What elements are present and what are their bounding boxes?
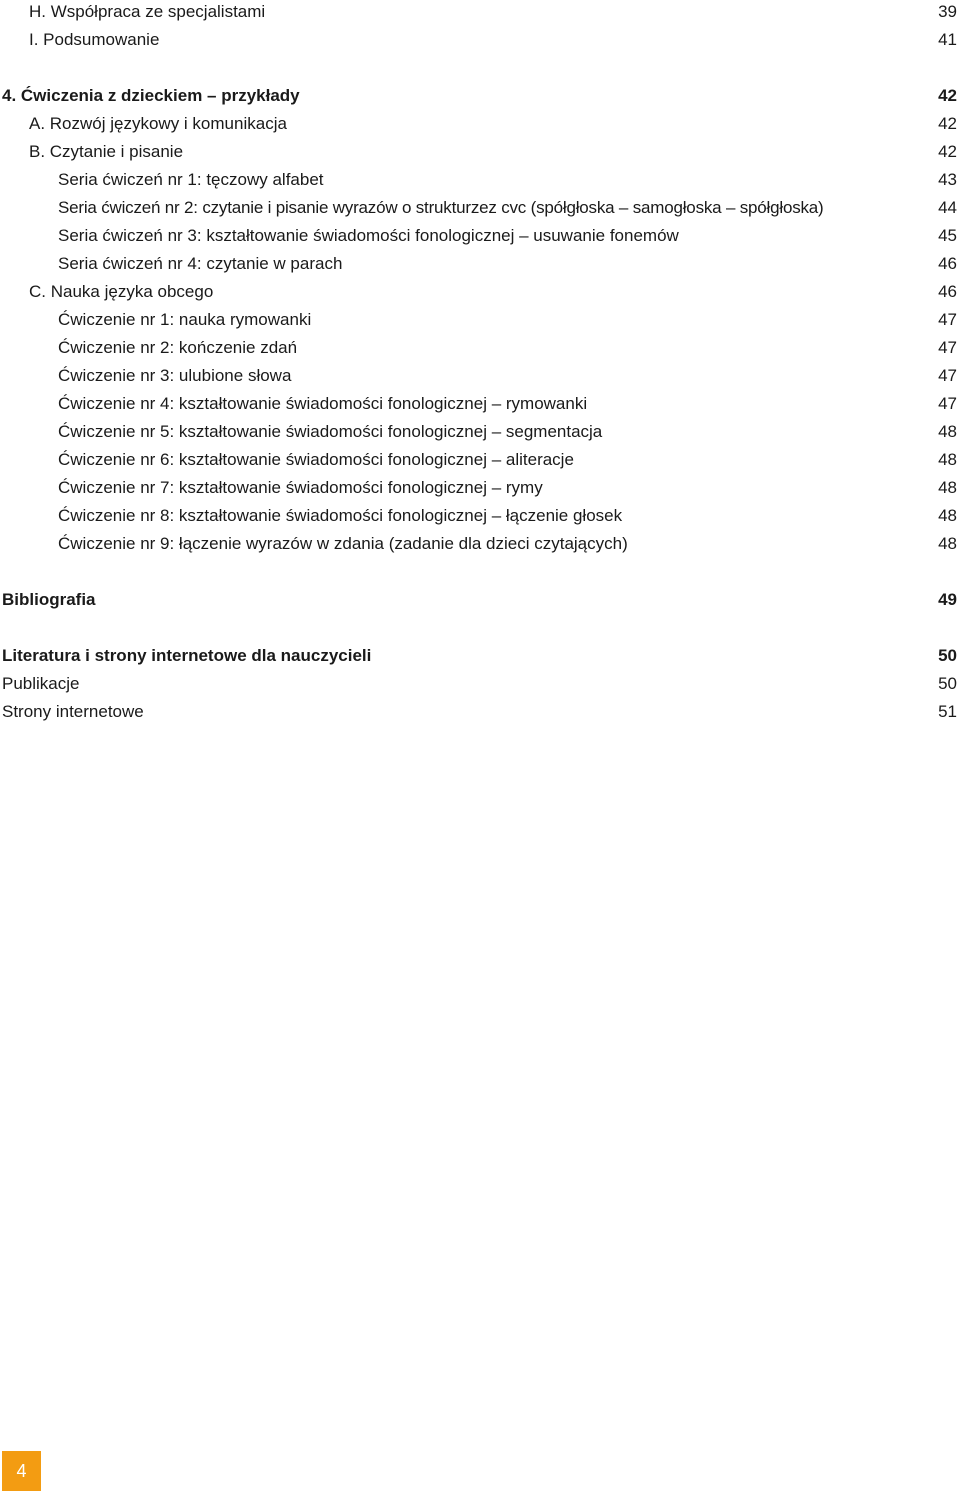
toc-entry-c2[interactable] — [0, 334, 960, 362]
toc-entry-b2[interactable] — [0, 194, 960, 222]
toc-entry-strony[interactable] — [0, 698, 960, 726]
toc-entry-page: 50 — [938, 646, 957, 665]
toc-entry-label: C. Nauka języka obcego — [29, 282, 214, 301]
toc-entry-label: A. Rozwój językowy i komunikacja — [29, 114, 287, 133]
toc-entry-page: 41 — [938, 30, 957, 49]
toc-entry-c6[interactable] — [0, 446, 960, 474]
toc-entry-page: 48 — [938, 534, 957, 553]
toc-entry-c1[interactable] — [0, 306, 960, 334]
toc-entry-label: B. Czytanie i pisanie — [29, 142, 184, 161]
toc-entry-label: Ćwiczenie nr 8: kształtowanie świadomości fonologicznej – łączenie głosek — [58, 506, 623, 525]
toc-entry-page: 47 — [938, 310, 957, 329]
toc-entry-page: 47 — [938, 394, 957, 413]
toc-entry-page: 45 — [938, 226, 957, 245]
toc-entry-c8[interactable] — [0, 502, 960, 530]
toc-entry-label: Literatura i strony internetowe dla nauczycieli — [2, 646, 372, 665]
toc-entry-label: Ćwiczenie nr 3: ulubione słowa — [58, 366, 292, 385]
toc-entry-label: Strony internetowe — [2, 702, 144, 721]
toc-entry-label: Ćwiczenie nr 2: kończenie zdań — [58, 338, 298, 357]
toc-entry-page: 50 — [938, 674, 957, 693]
toc-entry-page: 42 — [938, 114, 957, 133]
toc-entry-page: 48 — [938, 450, 957, 469]
toc-entry-label: I. Podsumowanie — [29, 30, 160, 49]
toc-entry-h-wspolpraca[interactable] — [0, 0, 960, 26]
toc-entry-label: Bibliografia — [2, 590, 96, 609]
toc-entry-label: Ćwiczenie nr 1: nauka rymowanki — [58, 310, 312, 329]
toc-entry-label: Ćwiczenie nr 7: kształtowanie świadomości fonologicznej – rymy — [58, 478, 543, 497]
toc-entry-c5[interactable] — [0, 418, 960, 446]
toc-entry-label: Seria ćwiczeń nr 1: tęczowy alfabet — [58, 170, 324, 189]
toc-entry-label: Seria ćwiczeń nr 4: czytanie w parach — [58, 254, 343, 273]
toc-entry-page: 48 — [938, 422, 957, 441]
toc-chapter-literatura[interactable] — [0, 642, 960, 670]
toc-entry-page: 48 — [938, 478, 957, 497]
toc-entry-page: 46 — [938, 282, 957, 301]
toc-entry-page: 42 — [938, 142, 957, 161]
toc-entry-a-rozwoj[interactable] — [0, 110, 960, 138]
toc-entry-b1[interactable] — [0, 166, 960, 194]
toc-entry-c7[interactable] — [0, 474, 960, 502]
toc-entry-label: Publikacje — [2, 674, 80, 693]
toc-chapter-bibliografia[interactable] — [0, 586, 960, 614]
toc-entry-c-nauka[interactable] — [0, 278, 960, 306]
toc-entry-label: Ćwiczenie nr 6: kształtowanie świadomości fonologicznej – aliteracje — [58, 450, 574, 469]
page-number-badge: 4 — [2, 1451, 41, 1491]
toc-entry-label: Ćwiczenie nr 9: łączenie wyrazów w zdania (zadanie dla dzieci czytających) — [58, 534, 628, 553]
toc-entry-page: 47 — [938, 338, 957, 357]
toc-entry-page: 49 — [938, 590, 957, 609]
toc-entry-label: 4. Ćwiczenia z dzieckiem – przykłady — [2, 86, 300, 105]
toc-entry-i-podsumowanie[interactable] — [0, 26, 960, 54]
toc-entry-page: 51 — [938, 702, 957, 721]
toc-entry-page: 43 — [938, 170, 957, 189]
toc-entry-b3[interactable] — [0, 222, 960, 250]
toc-entry-page: 48 — [938, 506, 957, 525]
toc-entry-c9[interactable] — [0, 530, 960, 558]
toc-entry-label: Ćwiczenie nr 5: kształtowanie świadomości fonologicznej – segmentacja — [58, 422, 603, 441]
toc-chapter-4[interactable] — [0, 82, 960, 110]
toc-entry-label: Seria ćwiczeń nr 2: czytanie i pisanie wyrazów o strukturzez cvc (spółgłoska – samogłoska – spółgłoska) — [58, 198, 824, 217]
toc-entry-b4[interactable] — [0, 250, 960, 278]
toc-entry-label: Ćwiczenie nr 4: kształtowanie świadomości fonologicznej – rymowanki — [58, 394, 588, 413]
toc-entry-label: H. Współpraca ze specjalistami — [29, 2, 266, 21]
toc-entry-page: 47 — [938, 366, 957, 385]
toc-entry-page: 46 — [938, 254, 957, 273]
toc-entry-c4[interactable] — [0, 390, 960, 418]
toc-entry-publikacje[interactable] — [0, 670, 960, 698]
toc-entry-c3[interactable] — [0, 362, 960, 390]
toc-entry-label: Seria ćwiczeń nr 3: kształtowanie świadomości fonologicznej – usuwanie fonemów — [58, 226, 679, 245]
toc-entry-page: 44 — [938, 198, 957, 217]
toc-entry-page: 42 — [938, 86, 957, 105]
toc-entry-page: 39 — [938, 2, 957, 21]
toc-entry-b-czytanie[interactable] — [0, 138, 960, 166]
